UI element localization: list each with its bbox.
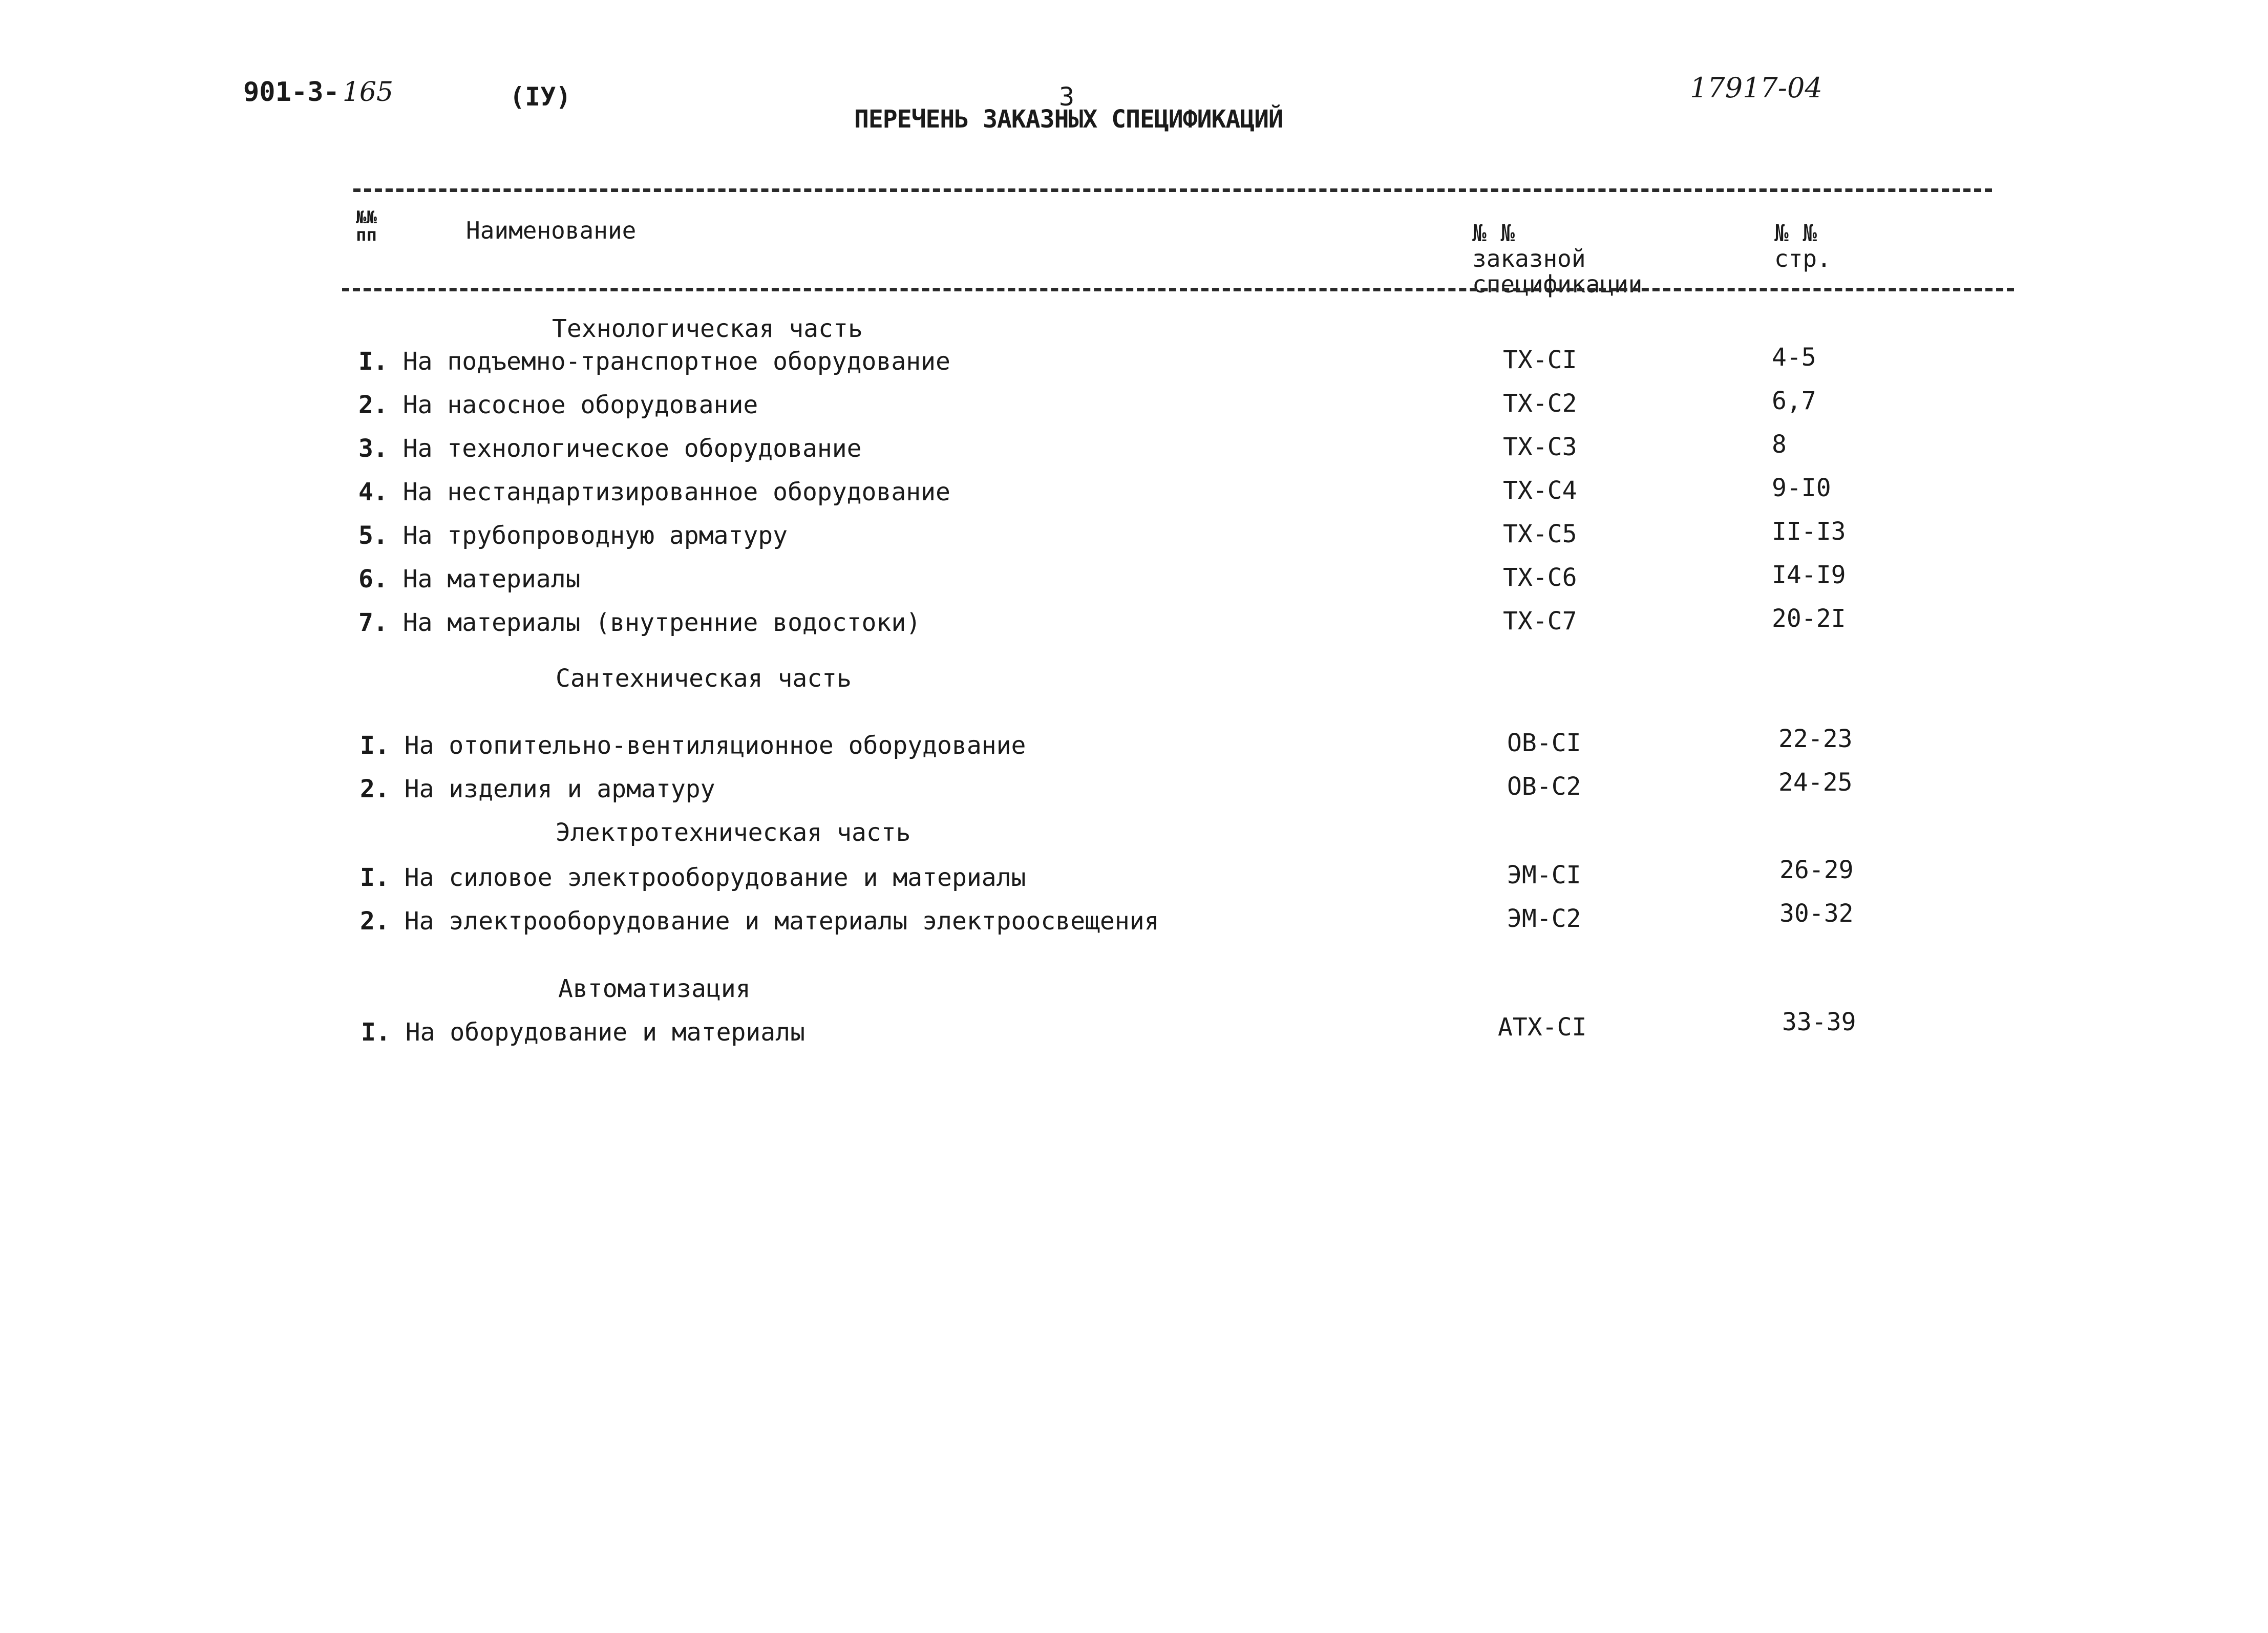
spec-code: ЭМ-СI xyxy=(1507,861,1581,889)
spec-code: ТХ-СI xyxy=(1503,346,1577,374)
spec-code: ТХ-С3 xyxy=(1503,433,1577,461)
document-code-handwritten: 165 xyxy=(342,77,394,108)
list-item: 2. На насосное оборудование xyxy=(358,391,758,419)
spec-code: ОВ-С2 xyxy=(1507,772,1581,801)
page-range: 24-25 xyxy=(1778,768,1853,797)
list-item: I. На оборудование и материалы xyxy=(361,1018,805,1047)
list-item: 2. На электрооборудование и материалы электроосвещения xyxy=(360,907,1159,936)
page-range: 33-39 xyxy=(1782,1008,1856,1036)
page-number: 3 xyxy=(1059,82,1075,112)
list-item: 5. На трубопроводную арматуру xyxy=(358,521,788,550)
inventory-number: 17917-04 xyxy=(1690,72,1822,104)
column-header-number: №№ пп xyxy=(356,207,377,245)
list-item: I. На силовое электрооборудование и материалы xyxy=(360,863,1026,892)
document-code-printed: 901-3- xyxy=(243,77,340,108)
page-range: 6,7 xyxy=(1772,387,1816,415)
page-range: 4-5 xyxy=(1772,343,1816,372)
list-item: 3. На технологическое оборудование xyxy=(358,434,862,463)
section-title-technological: Технологическая часть xyxy=(552,314,863,343)
list-item: 4. На нестандартизированное оборудование xyxy=(358,478,950,506)
spec-code: ТХ-С5 xyxy=(1503,520,1577,548)
section-title-electrical: Электротехническая часть xyxy=(556,818,911,847)
table-top-rule xyxy=(353,188,1992,192)
page-range: 26-29 xyxy=(1779,856,1854,884)
page-range: 8 xyxy=(1772,430,1787,459)
list-item: 2. На изделия и арматуру xyxy=(360,775,715,803)
section-title-automation: Автоматизация xyxy=(558,974,751,1003)
page-range: 30-32 xyxy=(1779,899,1854,928)
spec-code: ТХ-С6 xyxy=(1503,563,1577,592)
list-item: I. На подъемно-транспортное оборудование xyxy=(358,347,950,376)
page-range: 20-2I xyxy=(1772,604,1846,633)
page-range: II-I3 xyxy=(1772,517,1846,546)
spec-code: ТХ-С2 xyxy=(1503,389,1577,418)
column-header-spec: № № заказной спецификации xyxy=(1472,219,1643,298)
spec-code: ТХ-С4 xyxy=(1503,476,1577,505)
section-title-sanitary: Сантехническая часть xyxy=(556,664,852,693)
column-header-pages: № № стр. xyxy=(1774,219,1831,272)
spec-code: ОВ-СI xyxy=(1507,729,1581,757)
list-item: 7. На материалы (внутренние водостоки) xyxy=(358,608,921,637)
page-range: 9-I0 xyxy=(1772,474,1831,502)
spec-code: ТХ-С7 xyxy=(1503,607,1577,635)
volume-label: (IУ) xyxy=(510,82,571,112)
page-range: 22-23 xyxy=(1778,725,1853,753)
column-header-name: Наименование xyxy=(466,217,637,244)
page-title: ПЕРЕЧЕНЬ ЗАКАЗНЫХ СПЕЦИФИКАЦИЙ xyxy=(854,105,1283,134)
table-bottom-rule xyxy=(342,288,2014,291)
list-item: 6. На материалы xyxy=(358,565,581,593)
spec-code: ЭМ-С2 xyxy=(1507,904,1581,933)
page-range: I4-I9 xyxy=(1772,561,1846,589)
list-item: I. На отопительно-вентиляционное оборудование xyxy=(360,731,1026,760)
document-code xyxy=(243,77,393,108)
spec-code: АТХ-СI xyxy=(1498,1013,1587,1042)
